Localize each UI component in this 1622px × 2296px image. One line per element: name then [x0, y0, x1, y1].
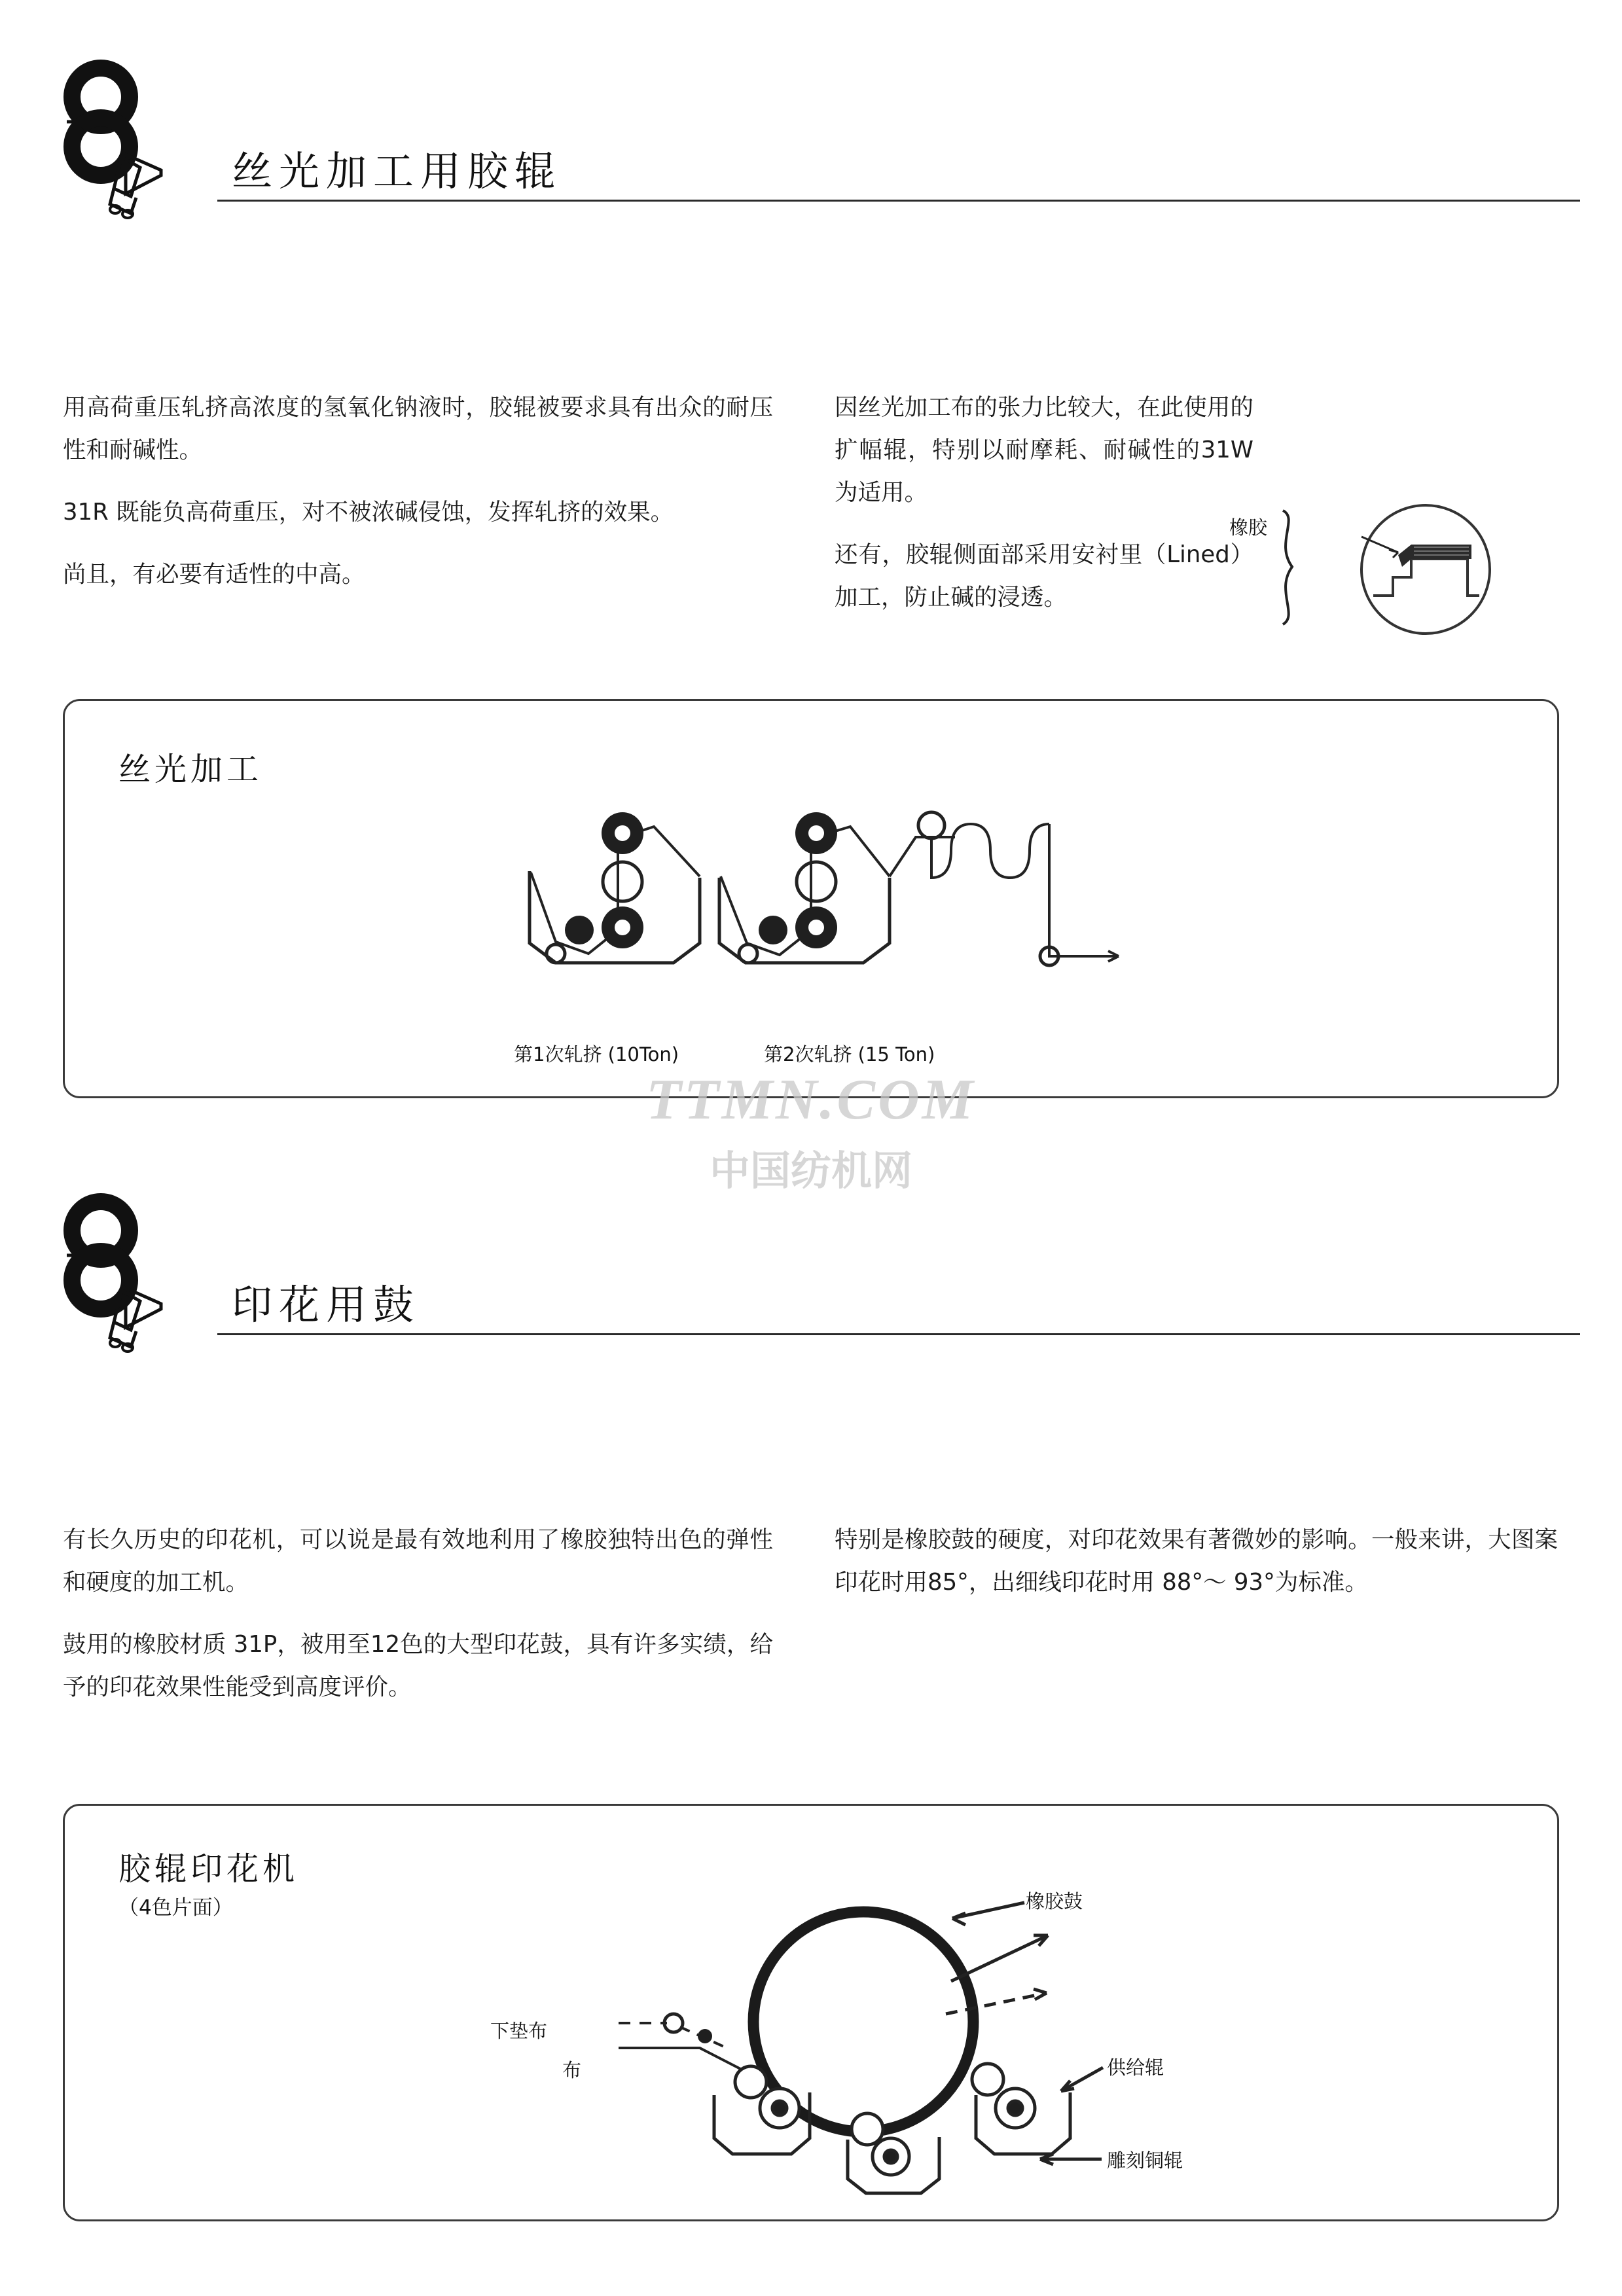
paragraph: 有长久历史的印花机，可以说是最有效地利用了橡胶独特出色的弹性和硬度的加工机。: [63, 1526, 773, 1596]
paragraph: 特别是橡胶鼓的硬度，对印花效果有著微妙的影响。一般来讲，大图案印花时用85°，出细线印花时用 88°～ 93°为标准。: [835, 1526, 1558, 1596]
paragraph: 尚且，有必要有适性的中高。: [63, 561, 365, 588]
double-circle-logo-icon: [63, 1193, 200, 1382]
paragraph: 因丝光加工布的张力比较大，在此使用的扩幅辊，特别以耐摩耗、耐碱性的31W为适用。: [835, 394, 1253, 506]
mercerizing-left-column: [63, 386, 773, 615]
paragraph: 31R 既能负高荷重压，对不被浓碱侵蚀，发挥轧挤的效果。: [63, 499, 674, 526]
printing-right-column: [835, 1518, 1558, 1623]
figure-box-mercerizing: [63, 699, 1559, 1098]
section-title: 印花用鼓: [232, 1281, 421, 1329]
figure-title: 丝光加工: [118, 751, 263, 788]
label-engraved-copper-roller: 雕刻铜辊: [1107, 2149, 1183, 2172]
watermark-line-1: TTMN.COM: [646, 1068, 976, 1132]
figure-title: 胶辊印花机: [118, 1850, 299, 1888]
label-cloth: 布: [562, 2059, 582, 2081]
lined-section-inset: [1229, 504, 1551, 681]
section-rule: [217, 200, 1580, 202]
label-backing-cloth: 下垫布: [490, 2020, 548, 2042]
paragraph: 用高荷重压轧挤高浓度的氢氧化钠液时，胶辊被要求具有出众的耐压性和耐碱性。: [63, 394, 773, 463]
figure-box-printing: [63, 1804, 1559, 2221]
roller-printing-machine-diagram: [484, 1852, 1348, 2205]
section-title: 丝光加工用胶辊: [232, 147, 562, 195]
label-rubber-drum: 橡胶鼓: [1026, 1890, 1083, 1912]
figure-caption-second-nip: 第2次轧挤 (15 Ton): [764, 1043, 935, 1066]
inset-label-rubber: 橡胶: [1229, 516, 1268, 539]
printing-left-column: [63, 1518, 773, 1728]
watermark-line-2: 中国纺机网: [709, 1147, 912, 1194]
figure-subtitle: （4色片面）: [118, 1896, 233, 1920]
double-circle-logo-icon: [63, 59, 200, 249]
section-header-mercerizing: [63, 59, 1562, 249]
mercerizing-machine-diagram: [458, 799, 1230, 1022]
section-rule: [217, 1333, 1580, 1335]
section-header-printing: [63, 1193, 1562, 1382]
label-feed-roller: 供给辊: [1107, 2056, 1164, 2079]
paragraph: 还有，胶辊侧面部采用安衬里（Lined）加工，防止碱的浸透。: [835, 541, 1253, 611]
figure-caption-first-nip: 第1次轧挤 (10Ton): [514, 1043, 679, 1066]
paragraph: 鼓用的橡胶材质 31P，被用至12色的大型印花鼓，具有许多实绩，给予的印花效果性能受到高度评价。: [63, 1631, 773, 1700]
mercerizing-right-column: [835, 386, 1253, 638]
